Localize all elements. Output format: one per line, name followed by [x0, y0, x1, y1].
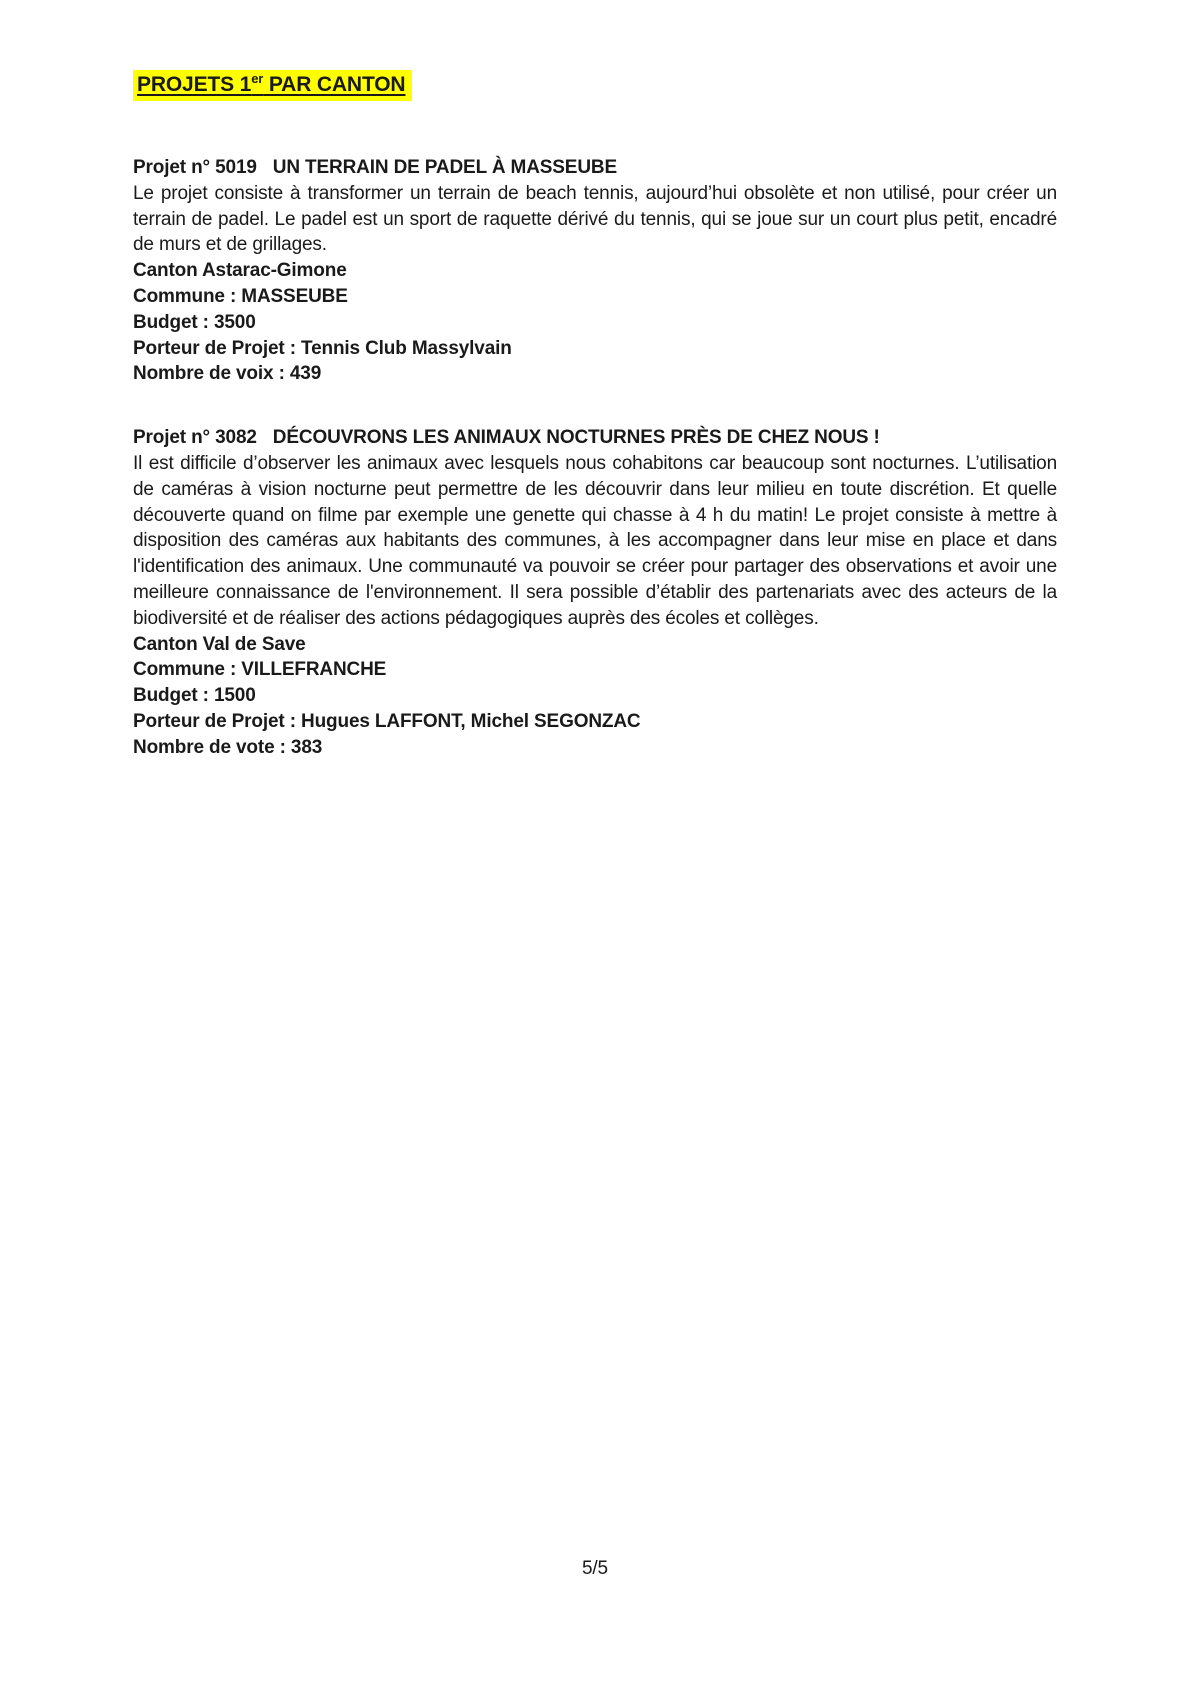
project-porteur: Porteur de Projet : Tennis Club Massylvain — [133, 337, 512, 359]
project-commune: Commune : MASSEUBE — [133, 285, 348, 307]
project-heading — [133, 155, 1057, 181]
project-title: DÉCOUVRONS LES ANIMAUX NOCTURNES PRÈS DE CHEZ NOUS ! — [272, 427, 880, 449]
project-commune: Commune : VILLEFRANCHE — [133, 659, 387, 681]
project-heading — [133, 425, 1057, 451]
title-suffix: PAR CANTON — [263, 73, 406, 96]
project-canton: Canton Astarac-Gimone — [133, 260, 347, 282]
highlighted-title — [133, 70, 412, 101]
project-description: Il est difficile d’observer les animaux avec lesquels nous cohabitons car beaucoup sont nocturnes. L’utilisation de caméras à vision nocturne peut permettre de les découvrir dans leur milieu en toute discrétion. Et quelle découverte quand on filme par exemple une genette qui chasse à 4 h du matin! Le projet consiste à mettre à disposition des caméras aux habitants des communes, à les accompagner dans leur mise en place et dans l'identification des animaux. Une communauté va pouvoir se créer pour partager des observations et avoir une meilleure connaissance de l'environnement. Il sera possible d’établir des partenariats avec des acteurs de la biodiversité et de réaliser des actions pédagogiques auprès des écoles et collèges. — [133, 452, 1057, 629]
project-title: UN TERRAIN DE PADEL À MASSEUBE — [272, 157, 617, 178]
project-number: Projet n° 3082 — [133, 427, 257, 449]
title-prefix: PROJETS 1 — [137, 73, 252, 96]
project-votes: Nombre de voix : 439 — [133, 363, 322, 385]
project-budget: Budget : 1500 — [133, 685, 256, 707]
project-canton: Canton Val de Save — [133, 633, 306, 655]
page-title — [133, 70, 1057, 101]
project-votes: Nombre de vote : 383 — [133, 736, 323, 758]
project-section-5019 — [133, 155, 1057, 387]
project-budget: Budget : 3500 — [133, 311, 256, 333]
project-porteur: Porteur de Projet : Hugues LAFFONT, Michel SEGONZAC — [133, 710, 641, 732]
project-section-3082 — [133, 425, 1057, 760]
project-description: Le projet consiste à transformer un terrain de beach tennis, aujourd’hui obsolète et non utilisé, pour créer un terrain de padel. Le padel est un sport de raquette dérivé du tennis, qui se joue sur un court plus petit, encadré de murs et de grillages. — [133, 182, 1057, 256]
page-number: 5/5 — [582, 1558, 608, 1579]
title-superscript: er — [251, 71, 264, 86]
document-content — [0, 0, 1190, 761]
project-number: Projet n° 5019 — [133, 157, 257, 178]
